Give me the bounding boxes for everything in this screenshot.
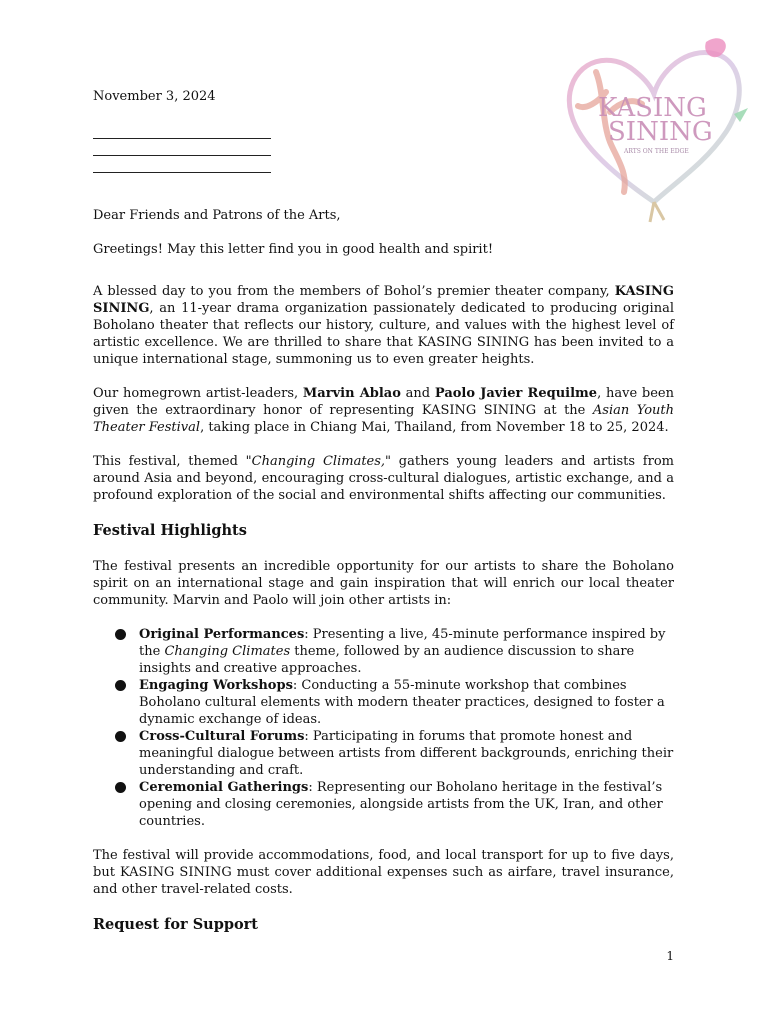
- recipient-blank-lines: [93, 122, 271, 173]
- intro-paragraph-1: A blessed day to you from the members of Bohol’s premier theater company, KASING SINING, an 11-year drama organization passionately dedicated to producing original Boholano theater that reflects our history, culture, and values with the highest level of artistic excellence. We are thrilled to share that KASING SINING has been invited to a unique international stage, summoning us to even greater heights.: [93, 284, 674, 367]
- list-item: Ceremonial Gatherings: Representing our Boholano heritage in the festival’s opening and closing ceremonies, alongside artists from the UK, Iran, and other countries.: [139, 779, 674, 830]
- highlights-intro: The festival presents an incredible opportunity for our artists to share the Boholano spirit on an international stage and gain inspiration that will enrich our local theater community. Marvin and Paolo will join other artists in:: [93, 559, 674, 608]
- highlights-list: [93, 626, 674, 830]
- blank-line: [93, 139, 271, 156]
- festival-theme: "Changing Climates,": [245, 454, 392, 469]
- letter-body: [93, 207, 674, 952]
- blank-line: [93, 122, 271, 139]
- salutation: Dear Friends and Patrons of the Arts,: [93, 208, 341, 223]
- logo-tagline: ARTS ON THE EDGE: [624, 148, 689, 155]
- greeting: Greetings! May this letter find you in good health and spirit!: [93, 242, 494, 257]
- kasing-sining-logo: [556, 32, 752, 224]
- artist-name: Paolo Javier Requilme: [434, 386, 598, 401]
- costs-paragraph: The festival will provide accommodations, food, and local transport for up to five days, but KASING SINING must cover additional expenses such as airfare, travel insurance, and other travel-related costs.: [93, 848, 674, 897]
- list-item: Engaging Workshops: Conducting a 55-minute workshop that combines Boholano cultural elements with modern theater practices, designed to foster a dynamic exchange of ideas.: [139, 677, 674, 728]
- logo-line1: KASING: [598, 93, 707, 123]
- blank-line: [93, 156, 271, 173]
- org-name: KASING SINING: [93, 284, 674, 316]
- logo-line2: SINING: [608, 117, 713, 147]
- letter-date: November 3, 2024: [93, 89, 216, 104]
- page-number: 1: [666, 949, 674, 963]
- intro-paragraph-3: This festival, themed "Changing Climates," gathers young leaders and artists from around Asia and beyond, encouraging cross-cultural dialogues, artistic exchange, and a profound exploration of the social and environmental shifts affecting our communities.: [93, 454, 674, 503]
- festival-name: Asian Youth Theater Festival: [93, 403, 674, 435]
- section-heading-request: Request for Support: [93, 916, 258, 933]
- list-item: Original Performances: Presenting a live, 45-minute performance inspired by the Changing Climates theme, followed by an audience discussion to share insights and creative approaches.: [139, 626, 674, 677]
- intro-paragraph-2: Our homegrown artist-leaders, Marvin Ablao and Paolo Javier Requilme, have been given the extraordinary honor of representing KASING SINING at the Asian Youth Theater Festival, taking place in Chiang Mai, Thailand, from November 18 to 25, 2024.: [93, 386, 674, 435]
- section-heading-highlights: Festival Highlights: [93, 522, 247, 539]
- artist-name: Marvin Ablao: [302, 386, 401, 401]
- list-item: Cross-Cultural Forums: Participating in forums that promote honest and meaningful dialogue between artists from different backgrounds, enriching their understanding and craft.: [139, 729, 674, 778]
